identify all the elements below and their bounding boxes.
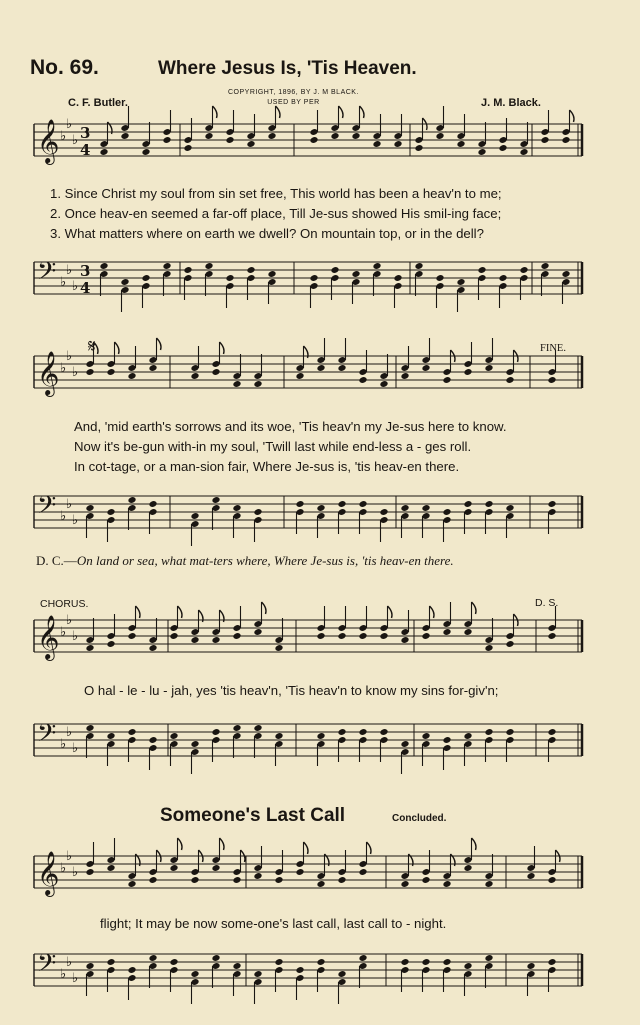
copyright-line-2: USED BY PER bbox=[267, 99, 320, 106]
note-head bbox=[358, 632, 367, 640]
note-flag bbox=[570, 110, 575, 122]
note-head bbox=[505, 640, 514, 648]
note-flag bbox=[388, 606, 393, 618]
note-head bbox=[379, 508, 388, 516]
flat-icon: ♭ bbox=[72, 971, 79, 986]
note-head bbox=[190, 876, 199, 884]
note-head bbox=[246, 266, 255, 274]
flat-icon: ♭ bbox=[66, 497, 73, 512]
time-signature-top: 3 bbox=[80, 124, 91, 142]
note-head bbox=[540, 136, 549, 144]
note-head bbox=[232, 632, 241, 640]
note-head bbox=[148, 736, 157, 744]
note-head bbox=[330, 266, 339, 274]
note-head bbox=[85, 962, 94, 970]
note-flag bbox=[367, 842, 372, 854]
flat-icon: ♭ bbox=[60, 275, 67, 290]
note-head bbox=[442, 880, 451, 888]
note-head bbox=[351, 270, 360, 278]
flat-icon: ♭ bbox=[60, 129, 67, 144]
note-head bbox=[204, 262, 213, 270]
note-head bbox=[400, 958, 409, 966]
note-head bbox=[526, 872, 535, 880]
treble-clef-icon: 𝄞 bbox=[37, 615, 60, 659]
note-head bbox=[498, 144, 507, 152]
chorus-marking: CHORUS. bbox=[40, 598, 89, 610]
flat-icon: ♭ bbox=[60, 625, 67, 640]
note-head bbox=[141, 274, 150, 282]
dc-text: On land or sea, what mat-ters where, Where Je-sus is, 'tis heav-en there. bbox=[76, 553, 454, 568]
note-head bbox=[106, 508, 115, 516]
note-flag bbox=[157, 338, 162, 350]
note-flag bbox=[276, 106, 281, 118]
note-head bbox=[253, 970, 262, 978]
note-head bbox=[120, 278, 129, 286]
note-head bbox=[309, 274, 318, 282]
verse-line-6: In cot-tage, or a man-sion fair, Where Je-sus is, 'tis heav-en there. bbox=[74, 459, 460, 474]
note-head bbox=[484, 880, 493, 888]
note-head bbox=[148, 364, 157, 372]
flat-icon: ♭ bbox=[66, 955, 73, 970]
note-head bbox=[358, 868, 367, 876]
note-head bbox=[442, 376, 451, 384]
note-head bbox=[232, 962, 241, 970]
note-head bbox=[127, 632, 136, 640]
note-head bbox=[547, 876, 556, 884]
copyright-line-1: COPYRIGHT, 1896, BY J. M BLACK. bbox=[228, 89, 359, 96]
note-head bbox=[99, 262, 108, 270]
note-head bbox=[232, 724, 241, 732]
note-head bbox=[435, 274, 444, 282]
lyricist: C. F. Butler. bbox=[68, 97, 128, 109]
note-head bbox=[358, 500, 367, 508]
note-head bbox=[204, 132, 213, 140]
note-head bbox=[547, 958, 556, 966]
note-head bbox=[85, 644, 94, 652]
note-head bbox=[330, 132, 339, 140]
note-head bbox=[190, 372, 199, 380]
note-head bbox=[421, 732, 430, 740]
note-head bbox=[547, 728, 556, 736]
note-head bbox=[183, 144, 192, 152]
note-head bbox=[253, 508, 262, 516]
note-head bbox=[141, 148, 150, 156]
flat-icon: ♭ bbox=[60, 361, 67, 376]
note-head bbox=[421, 364, 430, 372]
note-head bbox=[316, 958, 325, 966]
note-head bbox=[463, 628, 472, 636]
note-head bbox=[400, 740, 409, 748]
concluded-title: Someone's Last Call bbox=[160, 805, 346, 826]
note-head bbox=[211, 496, 220, 504]
note-head bbox=[211, 864, 220, 872]
flat-icon: ♭ bbox=[66, 263, 73, 278]
verse-line-1: 1. Since Christ my soul from sin set free, This world has been a heav'n to me; bbox=[50, 186, 502, 201]
note-head bbox=[99, 148, 108, 156]
note-head bbox=[358, 376, 367, 384]
note-flag bbox=[262, 602, 267, 614]
note-head bbox=[442, 508, 451, 516]
note-head bbox=[505, 376, 514, 384]
bass-clef-icon: 𝄢 bbox=[37, 949, 57, 984]
note-head bbox=[372, 140, 381, 148]
note-head bbox=[148, 954, 157, 962]
note-head bbox=[547, 632, 556, 640]
concluded-label: Concluded. bbox=[392, 813, 447, 824]
note-flag bbox=[304, 842, 309, 854]
flat-icon: ♭ bbox=[72, 741, 79, 756]
note-flag bbox=[136, 606, 141, 618]
note-head bbox=[169, 958, 178, 966]
note-head bbox=[148, 644, 157, 652]
verse-line-5: Now it's be-gun with-in my soul, 'Twill last while end-less a - ges roll. bbox=[74, 439, 472, 454]
flat-icon: ♭ bbox=[60, 737, 67, 752]
note-head bbox=[169, 632, 178, 640]
note-head bbox=[498, 274, 507, 282]
note-head bbox=[232, 504, 241, 512]
note-head bbox=[190, 512, 199, 520]
note-flag bbox=[360, 106, 365, 118]
flat-icon: ♭ bbox=[60, 509, 67, 524]
note-flag bbox=[472, 602, 477, 614]
note-head bbox=[414, 262, 423, 270]
note-head bbox=[225, 274, 234, 282]
note-head bbox=[190, 636, 199, 644]
note-head bbox=[442, 736, 451, 744]
note-head bbox=[463, 500, 472, 508]
note-head bbox=[295, 966, 304, 974]
note-head bbox=[456, 140, 465, 148]
note-head bbox=[274, 876, 283, 884]
note-head bbox=[547, 500, 556, 508]
segno-icon: 𝄋 bbox=[88, 336, 96, 357]
chorus-lyric: O hal - le - lu - jah, yes 'tis heav'n, 'Tis heav'n to know my sins for-giv'n; bbox=[84, 683, 499, 698]
note-head bbox=[400, 372, 409, 380]
note-head bbox=[519, 148, 528, 156]
note-head bbox=[372, 262, 381, 270]
flat-icon: ♭ bbox=[66, 117, 73, 132]
note-head bbox=[463, 732, 472, 740]
flat-icon: ♭ bbox=[66, 849, 73, 864]
bass-clef-icon: 𝄢 bbox=[37, 491, 57, 526]
note-head bbox=[211, 368, 220, 376]
note-head bbox=[400, 636, 409, 644]
note-head bbox=[477, 266, 486, 274]
note-flag bbox=[178, 606, 183, 618]
note-head bbox=[337, 876, 346, 884]
note-head bbox=[393, 274, 402, 282]
note-head bbox=[547, 376, 556, 384]
note-head bbox=[85, 368, 94, 376]
note-head bbox=[505, 504, 514, 512]
hymn-number: No. 69. bbox=[30, 56, 99, 79]
note-head bbox=[274, 958, 283, 966]
note-head bbox=[484, 644, 493, 652]
note-head bbox=[337, 364, 346, 372]
note-head bbox=[463, 962, 472, 970]
note-head bbox=[456, 278, 465, 286]
note-head bbox=[414, 144, 423, 152]
note-head bbox=[379, 380, 388, 388]
note-head bbox=[148, 500, 157, 508]
note-flag bbox=[339, 106, 344, 118]
treble-clef-icon: 𝄞 bbox=[37, 851, 60, 895]
note-head bbox=[106, 864, 115, 872]
note-head bbox=[120, 132, 129, 140]
note-head bbox=[106, 640, 115, 648]
flat-icon: ♭ bbox=[72, 365, 79, 380]
note-head bbox=[85, 868, 94, 876]
treble-clef-icon: 𝄞 bbox=[37, 351, 60, 395]
dc-prefix: D. C.— bbox=[36, 553, 77, 568]
note-head bbox=[211, 728, 220, 736]
note-head bbox=[463, 368, 472, 376]
note-head bbox=[316, 504, 325, 512]
note-head bbox=[253, 628, 262, 636]
note-head bbox=[253, 724, 262, 732]
note-head bbox=[337, 728, 346, 736]
note-head bbox=[309, 136, 318, 144]
verse-line-4: And, 'mid earth's sorrows and its woe, 'Tis heav'n my Je-sus here to know. bbox=[74, 419, 507, 434]
note-head bbox=[106, 368, 115, 376]
note-head bbox=[127, 880, 136, 888]
note-head bbox=[106, 732, 115, 740]
note-head bbox=[316, 732, 325, 740]
flat-icon: ♭ bbox=[72, 133, 79, 148]
note-head bbox=[267, 270, 276, 278]
note-head bbox=[169, 732, 178, 740]
concluded-lyric: flight; It may be now some-one's last call, last call to - night. bbox=[100, 916, 447, 931]
treble-clef-icon: 𝄞 bbox=[37, 119, 60, 163]
note-head bbox=[526, 962, 535, 970]
time-signature-bottom: 4 bbox=[80, 141, 91, 159]
note-head bbox=[295, 372, 304, 380]
note-head bbox=[337, 500, 346, 508]
flat-icon: ♭ bbox=[60, 861, 67, 876]
bass-clef-icon: 𝄢 bbox=[37, 719, 57, 754]
flat-icon: ♭ bbox=[66, 349, 73, 364]
note-head bbox=[400, 504, 409, 512]
bass-clef-icon: 𝄢 bbox=[37, 257, 57, 292]
note-flag bbox=[220, 838, 225, 850]
time-signature-bottom: 4 bbox=[80, 279, 91, 297]
note-head bbox=[337, 632, 346, 640]
note-head bbox=[225, 136, 234, 144]
note-head bbox=[484, 500, 493, 508]
note-head bbox=[519, 266, 528, 274]
note-head bbox=[421, 504, 430, 512]
note-head bbox=[358, 954, 367, 962]
fine-marking: FINE. bbox=[540, 343, 566, 354]
note-head bbox=[484, 728, 493, 736]
note-head bbox=[127, 372, 136, 380]
note-head bbox=[316, 632, 325, 640]
note-head bbox=[421, 876, 430, 884]
note-head bbox=[337, 970, 346, 978]
note-head bbox=[127, 728, 136, 736]
verse-line-3: 3. What matters where on earth we dwell? On mountain top, or in the dell? bbox=[50, 226, 484, 241]
note-head bbox=[316, 364, 325, 372]
flat-icon: ♭ bbox=[66, 725, 73, 740]
note-head bbox=[484, 364, 493, 372]
note-head bbox=[477, 148, 486, 156]
note-head bbox=[295, 500, 304, 508]
flat-icon: ♭ bbox=[60, 967, 67, 982]
note-head bbox=[183, 266, 192, 274]
flat-icon: ♭ bbox=[72, 629, 79, 644]
flat-icon: ♭ bbox=[72, 513, 79, 528]
note-head bbox=[463, 864, 472, 872]
note-head bbox=[211, 636, 220, 644]
note-head bbox=[232, 380, 241, 388]
note-head bbox=[274, 644, 283, 652]
note-head bbox=[561, 270, 570, 278]
note-flag bbox=[430, 606, 435, 618]
note-flag bbox=[213, 106, 218, 118]
hymn-title: Where Jesus Is, 'Tis Heaven. bbox=[158, 58, 417, 79]
note-head bbox=[421, 958, 430, 966]
note-head bbox=[253, 872, 262, 880]
ds-marking: D. S. bbox=[535, 597, 559, 609]
note-head bbox=[421, 632, 430, 640]
note-head bbox=[127, 496, 136, 504]
composer: J. M. Black. bbox=[481, 97, 541, 109]
note-head bbox=[253, 380, 262, 388]
note-head bbox=[169, 864, 178, 872]
note-head bbox=[540, 262, 549, 270]
note-head bbox=[267, 132, 276, 140]
note-flag bbox=[115, 342, 120, 354]
note-flag bbox=[472, 838, 477, 850]
note-head bbox=[162, 262, 171, 270]
note-head bbox=[505, 728, 514, 736]
note-head bbox=[148, 876, 157, 884]
note-head bbox=[232, 876, 241, 884]
note-flag bbox=[178, 838, 183, 850]
note-head bbox=[358, 728, 367, 736]
note-head bbox=[127, 966, 136, 974]
flat-icon: ♭ bbox=[72, 865, 79, 880]
note-head bbox=[246, 140, 255, 148]
note-head bbox=[190, 970, 199, 978]
note-head bbox=[85, 504, 94, 512]
note-head bbox=[400, 880, 409, 888]
note-head bbox=[274, 732, 283, 740]
note-head bbox=[316, 880, 325, 888]
note-head bbox=[379, 632, 388, 640]
note-head bbox=[162, 136, 171, 144]
note-head bbox=[351, 132, 360, 140]
flat-icon: ♭ bbox=[72, 279, 79, 294]
verse-line-2: 2. Once heav-en seemed a far-off place, Till Je-sus showed His smil-ing face; bbox=[50, 206, 502, 221]
time-signature-top: 3 bbox=[80, 262, 91, 280]
note-head bbox=[211, 954, 220, 962]
note-head bbox=[190, 740, 199, 748]
note-head bbox=[442, 958, 451, 966]
note-head bbox=[561, 136, 570, 144]
note-head bbox=[379, 728, 388, 736]
note-head bbox=[106, 958, 115, 966]
note-flag bbox=[220, 342, 225, 354]
note-head bbox=[442, 628, 451, 636]
note-head bbox=[435, 132, 444, 140]
note-head bbox=[85, 724, 94, 732]
note-head bbox=[393, 140, 402, 148]
flat-icon: ♭ bbox=[66, 613, 73, 628]
note-head bbox=[484, 954, 493, 962]
note-head bbox=[295, 868, 304, 876]
